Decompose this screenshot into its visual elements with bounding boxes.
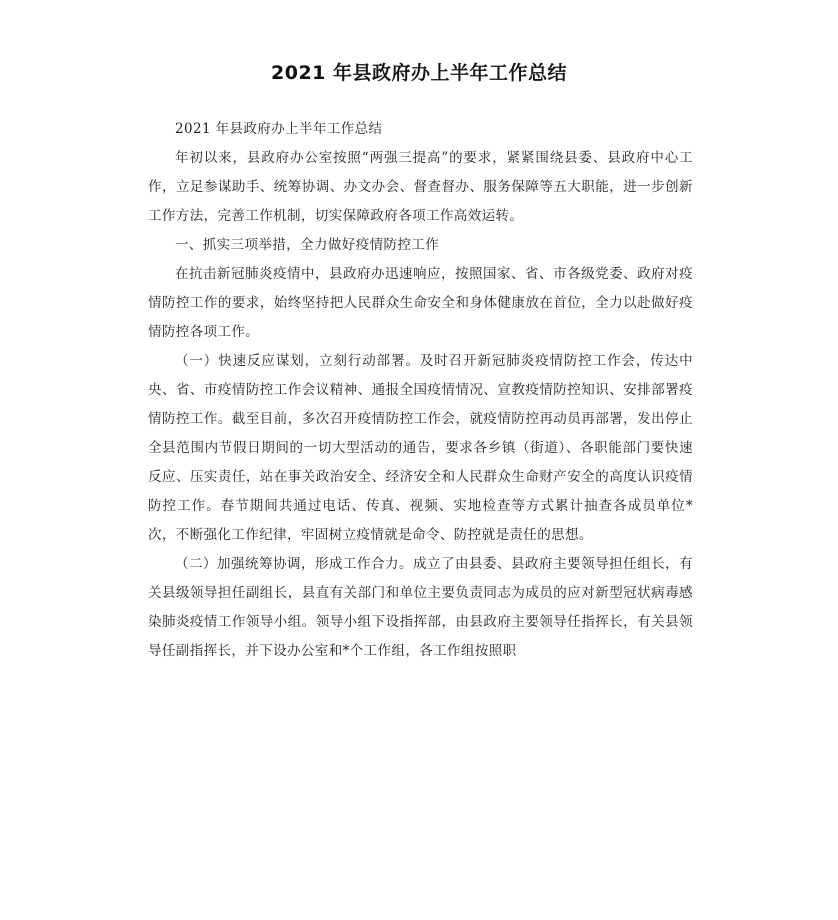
subtitle-paragraph: 2021 年县政府办上半年工作总结 [175,121,383,137]
document-body [148,115,693,666]
intro-paragraph: 年初以来，县政府办公室按照“两强三提高”的要求，紧紧围绕县委、县政府中心工作，立足参谋助手、统筹协调、办文办会、督查督办、服务保障等五大职能，进一步创新工作方法，完善工作机制，切实保障政府各项工作高效运转。 [148,150,693,224]
section-heading-1: 一、抓实三项举措，全力做好疫情防控工作 [175,237,440,253]
item-2-paragraph: （二）加强统筹协调，形成工作合力。成立了由县委、县政府主要领导担任组长，有关县级领导担任副组长，县直有关部门和单位主要负责同志为成员的应对新型冠状病毒感染肺炎疫情工作领导小组。领导小组下设指挥部，由县政府主要领导任指挥长，有关县领导任副指挥长，并下设办公室和*个工作组，各工作组按照职 [148,556,693,659]
item-1-paragraph: （一）快速反应谋划，立刻行动部署。及时召开新冠肺炎疫情防控工作会，传达中央、省、市疫情防控工作会议精神、通报全国疫情情况、宣教疫情防控知识、安排部署疫情防控工作。截至目前，多次召开疫情防控工作会，就疫情防控再动员再部署，发出停止全县范围内节假日期间的一切大型活动的通告，要求各乡镇（街道）、各职能部门要快速反应、压实责任，站在事关政治安全、经济安全和人民群众生命财产安全的高度认识疫情防控工作。春节期间共通过电话、传真、视频、实地检查等方式累计抽查各成员单位*次，不断强化工作纪律，牢固树立疫情就是命令、防控就是责任的思想。 [148,353,693,543]
section-1-paragraph: 在抗击新冠肺炎疫情中，县政府办迅速响应，按照国家、省、市各级党委、政府对疫情防控工作的要求，始终坚持把人民群众生命安全和身体健康放在首位，全力以赴做好疫情防控各项工作。 [148,266,693,340]
page-title: 2021 年县政府办上半年工作总结 [271,62,567,84]
